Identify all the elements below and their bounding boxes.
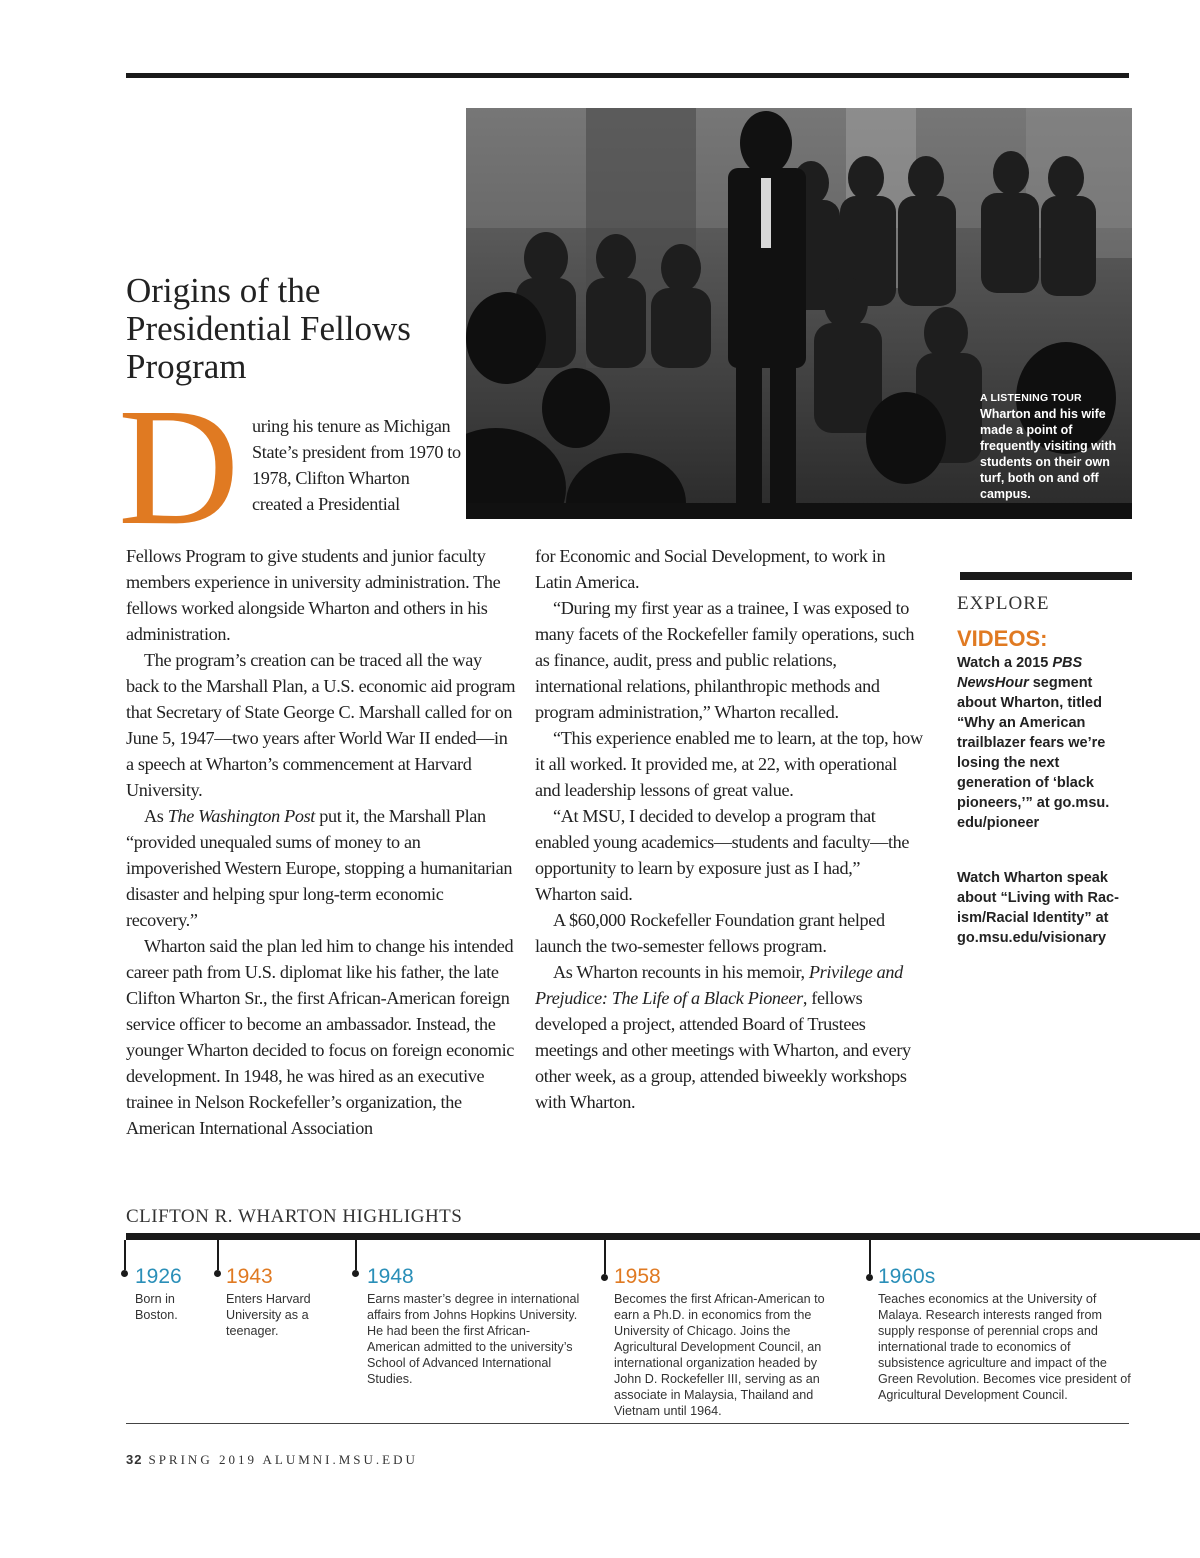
sidebar-explore-label: EXPLORE [957,593,1050,614]
timeline-line [604,1240,606,1274]
col2-paragraph-6 [535,959,925,1115]
col2-paragraph-1: for Economic and Social Development, to work in Latin America. [535,546,886,592]
drop-cap: D [118,374,240,560]
photo-caption [980,390,1128,502]
body-column-2 [535,543,925,1115]
col1-paragraph-2: The program’s creation can be traced all the way back to the Marshall Plan, a U.S. economic aid program that Secretary of State George C. Marshall called for on June 5, 1947—two years after World War II ended—in a speech at Wharton’s commencement at Harvard University. [126,650,516,800]
timeline-year: 1948 [367,1265,414,1288]
publication-title: The Washington Post [167,806,316,826]
sidebar-video-item-2: Watch Wharton speak about “Living with Racism/Racial Identity” at go.msu.edu/visionary [957,870,1119,946]
col2-p6-before: As Wharton recounts in his memoir, [553,962,809,982]
col1-paragraph-4: Wharton said the plan led him to change his intended career path from U.S. diplomat like his father, the late Clifton Wharton Sr., the first African-American foreign service officer to become an ambassador. Instead, the younger Wharton decided to focus on foreign economic development. In 1948, he was hired as an executive trainee in Nelson Rockefeller’s organization, the American International Association [126,936,515,1138]
timeline-line [217,1240,219,1270]
caption-title: A LISTENING TOUR [980,392,1082,404]
side1-b: segment about Wharton, titled “Why an American trailblazer fears we’re losing the next generation of ‘black pioneers,’” at go.msu. edu/pioneer [957,675,1110,831]
timeline-line [355,1240,357,1270]
timeline-year: 1960s [878,1265,936,1288]
col2-paragraph-3: “This experience enabled me to learn, at the top, how it all worked. It provided me, at 22, with operational and leadership lessons of great value. [535,728,923,800]
caption-body: Wharton and his wife made a point of frequently visiting with students on their own turf, both on and off campus. [980,407,1117,501]
col2-p6-after: , fellows developed a project, attended Board of Trustees meetings and other meetings with Wharton, and every other week, as a group, attended biweekly workshops with Wharton. [535,988,911,1112]
highlights-rule [126,1233,1200,1240]
timeline-text: Born in Boston. [135,1292,178,1322]
sidebar-videos-heading [957,626,1047,652]
col1-paragraph-3 [126,803,516,933]
timeline-line [869,1240,871,1274]
timeline-dot [121,1270,128,1277]
videos-colon: : [1040,626,1048,651]
timeline-dot [601,1274,608,1281]
timeline-dot [352,1270,359,1277]
timeline-dot [866,1274,873,1281]
intro-text: uring his tenure as Michigan State’s president from 1970 to 1978, Clifton Wharton created a Presidential [252,416,461,514]
timeline-text: Becomes the first African-American to earn a Ph.D. in economics from the University of Chicago. Joins the Agricultural Development Council, an international organization headed by John D. Rockefeller III, serving as an associate in Malaysia, Thailand and Vietnam until 1964. [614,1292,825,1418]
side1-a: Watch a 2015 [957,655,1053,671]
footer-text: SPRING 2019 ALUMNI.MSU.EDU [148,1452,418,1467]
timeline-text: Earns master’s degree in international affairs from Johns Hopkins University. He had been the first African-American admitted to the university’s School of Advanced International Studies. [367,1292,580,1386]
col1-p3-after: put it, the Marshall Plan “provided unequaled sums of money to an impoverished Western Europe, stopping a humanitarian disaster and helping spur long-term economic recovery.” [126,806,513,930]
timeline-text: Enters Harvard University as a teenager. [226,1292,311,1338]
timeline-dot [214,1270,221,1277]
article-headline: Origins of the Presidential Fellows Program [126,271,411,386]
side1-italic: PBS NewsHour [957,655,1083,691]
sidebar-rule [960,572,1132,580]
top-rule [126,73,1129,78]
col2-paragraph-4: “At MSU, I decided to develop a program that enabled young academics—students and faculty—the opportunity to learn by exposure just as I had,” Wharton said. [535,806,910,904]
sidebar-video-item-1 [957,653,1129,833]
page-footer [126,1452,418,1468]
col1-paragraph-1: Fellows Program to give students and junior faculty members experience in university administration. The fellows worked alongside Wharton and others in his administration. [126,546,501,644]
col2-paragraph-5: A $60,000 Rockefeller Foundation grant helped launch the two-semester fellows program. [535,910,885,956]
highlights-title: CLIFTON R. WHARTON HIGHLIGHTS [126,1206,463,1227]
timeline-line [124,1240,126,1270]
memoir-title: Privilege and Prejudice: The Life of a Black Pioneer [535,962,903,1008]
col2-paragraph-2: “During my first year as a trainee, I was exposed to many facets of the Rockefeller family operations, such as finance, audit, press and public relations, international relations, philanthropic methods and program administration,” Wharton recalled. [535,598,915,722]
col1-p3-before: As [144,806,168,826]
timeline-year: 1943 [226,1265,273,1288]
body-column-1 [126,543,516,1141]
timeline-year: 1958 [614,1265,661,1288]
page-number: 32 [126,1452,143,1467]
timeline-text: Teaches economics at the University of Malaya. Research interests ranged from supply response of perennial crops and international trade to economics of subsistence agriculture and impact of the Green Revolution. Becomes vice president of Agricultural Development Council. [878,1292,1131,1402]
videos-label: VIDEOS [957,626,1041,651]
footer-rule [126,1423,1129,1424]
timeline-year: 1926 [135,1265,182,1288]
